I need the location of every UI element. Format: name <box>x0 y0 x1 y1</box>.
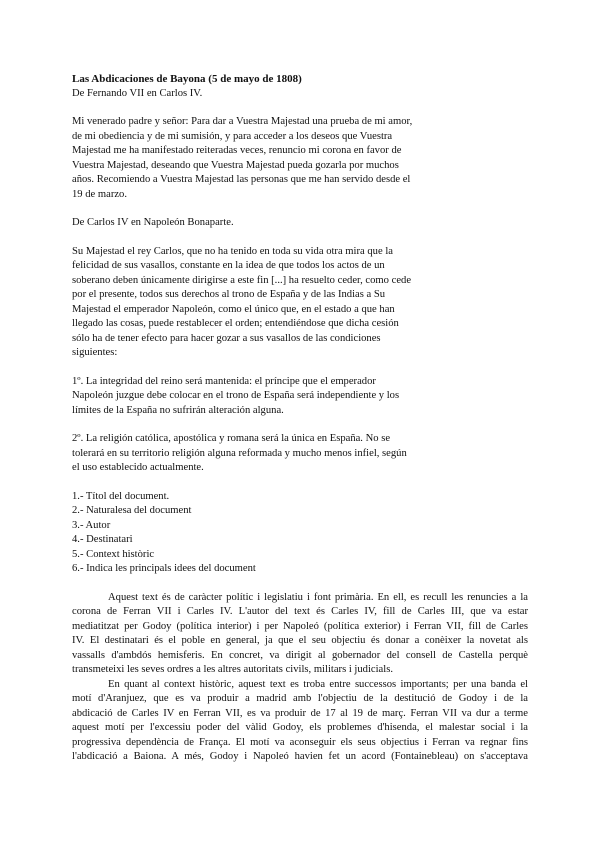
essay-paragraph-1 <box>72 591 528 678</box>
text-line: IV. El destinatari és el poble en general, ja que el seu objectiu és donar a conèixer la novetat als <box>72 635 528 646</box>
question-list <box>72 490 528 577</box>
text-line: En quant al context històric, aquest text es troba entre successos importants; per una banda el <box>108 678 528 690</box>
text-line: tolerará en su territorio religión alguna reformada y mucho menos infiel, según <box>72 447 407 459</box>
document-title: Las Abdicaciones de Bayona (5 de mayo de 1808) <box>72 73 302 85</box>
text-line: límites de la España no sufrirán alteración alguna. <box>72 404 284 416</box>
section-heading-carlos: De Carlos IV en Napoleón Bonaparte. <box>72 217 234 228</box>
condition-1 <box>72 375 528 419</box>
text-line: abdicació de Carles IV en Ferran VII, es va produir de 17 al 19 de març. Ferran VII va dur a terme <box>72 707 528 719</box>
letter-fernando <box>72 115 528 202</box>
text-line: corona de Ferran VII i Carles IV. L'autor del text és Carles IV, fill de Carles III, que va estar <box>72 606 528 617</box>
text-line: 1º. La integridad del reino será mantenida: el príncipe que el emperador <box>72 375 376 387</box>
text-line: Napoleón juzgue debe colocar en el trono de España será independiente y los <box>72 390 400 401</box>
letter-carlos <box>72 245 528 361</box>
condition-2 <box>72 432 528 476</box>
text-line: el uso establecido actualmente. <box>72 462 204 473</box>
text-line: aquest motí per l'excessiu poder del vàlid Godoy, els problemes d'hisenda, el malestar social i la <box>72 722 528 733</box>
text-line: de mi obediencia y de mi sumisión, y para acceder a los deseos que Vuestra <box>72 130 393 142</box>
essay-paragraph-2 <box>72 678 528 765</box>
text-line: por el presente, todos sus derechos al trono de España y de las Indias a Su <box>72 289 386 300</box>
text-line: Majestad me ha manifestado reiteradas veces, renuncio mi corona en favor de <box>72 145 402 156</box>
text-line: motí d'Aranjuez, que es va produir a madrid amb l'objectiu de la destitució de Godoy i de la <box>72 693 528 704</box>
text-line: Mi venerado padre y señor: Para dar a Vuestra Majestad una prueba de mi amor, <box>72 116 413 127</box>
text-line: Vuestra Majestad, deseando que Vuestra Majestad pueda gozarla por muchos <box>72 159 399 171</box>
text-line: 2º. La religión católica, apostólica y romana será la única en España. No se <box>72 433 391 444</box>
section-heading-fernando: De Fernando VII en Carlos IV. <box>72 87 203 99</box>
text-line: l'abdicació a Baiona. A més, Godoy i Napoleó havien fet un acord (Fontainebleau) on s'acceptava <box>72 751 528 762</box>
text-line: siguientes: <box>72 347 118 358</box>
list-item: 2.- Naturalesa del document <box>72 505 192 516</box>
text-line: llegado las cosas, puede restablecer el orden; entendiéndose que dicha cesión <box>72 318 399 329</box>
text-line: felicidad de sus vasallos, constante en la idea de que todos los actos de un <box>72 260 385 271</box>
list-item: 1.- Títol del document. <box>72 490 170 502</box>
text-line: Aquest text és de caràcter polític i legislatiu i font primària. En ell, es recull les renuncies a la <box>108 591 528 603</box>
text-line: Majestad el emperador Napoleón, como el único que, en el estado a que han <box>72 303 395 315</box>
text-line: Su Majestad el rey Carlos, que no ha tenido en toda su vida otra mira que la <box>72 245 393 257</box>
text-line: progressiva dependència de França. El motí va aconseguir els seus objectius i Ferran va regnar fins <box>72 736 528 748</box>
text-line: transmeteixi les seves ordres a les altres autoritats civils, militars i judicials. <box>72 664 393 675</box>
text-line: vassalls d'ambdós hemisferis. En concret, va dirigit al gobernador del consell de Castella perquè <box>72 649 528 661</box>
list-item: 5.- Context històric <box>72 548 155 560</box>
list-item: 6.- Indica les principals idees del document <box>72 563 256 574</box>
text-line: soberano deben únicamente dirigirse a este fin [...] ha resuelto ceder, como cede <box>72 274 412 286</box>
text-line: sólo ha de tener efecto para hacer gozar a sus vasallos de las condiciones <box>72 332 381 344</box>
list-item: 3.- Autor <box>72 519 111 531</box>
text-line: años. Recomiendo a Vuestra Majestad las personas que me han servido desde el <box>72 174 411 185</box>
text-line: 19 de marzo. <box>72 188 128 200</box>
list-item: 4.- Destinatari <box>72 534 133 545</box>
text-line: mediatitzat per Godoy (política interior) i per Napoleó (política exterior) i Ferran VII, fill de Carles <box>72 620 528 632</box>
